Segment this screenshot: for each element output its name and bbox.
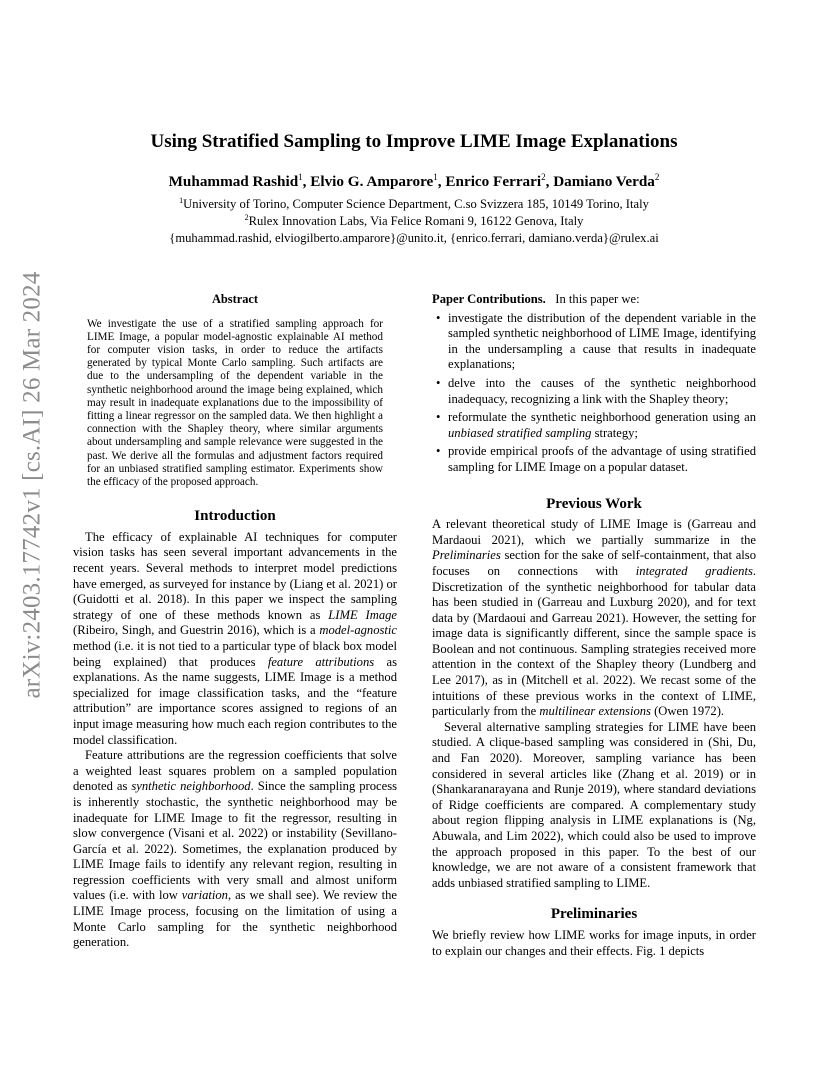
preliminaries-paragraph: We briefly review how LIME works for image inputs, in order to explain our changes and their effects. Fig. 1 depicts xyxy=(432,927,756,958)
previous-work-heading: Previous Work xyxy=(546,495,642,512)
paper-title: Using Stratified Sampling to Improve LIME Image Explanations xyxy=(150,131,678,152)
previous-work-paragraph: Several alternative sampling strategies for LIME have been studied. A clique-based sampling was considered in (Shi, Du, and Fan 2020). Moreover, sampling variance has been considered in several articles like (Zhang et al. 2019) or in (Shankaranarayana and Runje 2019), where standard deviations of Ridge coefficients are compared. A complementary study about region flipping analysis in LIME explanations is (Ng, Abuwala, and Lim 2022), which could also be used to improve the approach proposed in this paper. To the best of our knowledge, we are not aware of a consistent framework that adds unbiased stratified sampling to LIME. xyxy=(432,719,756,890)
right-column xyxy=(432,292,756,959)
author-emails: {muhammad.rashid, elviogilberto.amparore}@unito.it, {enrico.ferrari, damiano.verda}@rulex.ai xyxy=(169,231,659,245)
introduction-paragraph: The efficacy of explainable AI techniques for computer vision tasks has seen several important advancements in the recent years. Several methods to interpret model predictions have emerged, as surveyed for instance by (Liang et al. 2021) or (Guidotti et al. 2018). In this paper we inspect the sampling strategy of one of these methods known as LIME Image (Ribeiro, Singh, and Guestrin 2016), which is a model-agnostic method (i.e. it is not tied to a particular type of black box model being explained) that produces feature attributions as explanations. As the name suggests, LIME Image is a method specialized for image classification tasks, and the “feature attribution” are importance scores assigned to regions of an input image measuring how much each region contributes to the model classification. xyxy=(73,529,397,747)
author: Enrico Ferrari$^2$, xyxy=(445,171,554,190)
list-item: • investigate the distribution of the dependent variable in the sampled synthetic neighborhood of LIME Image, identifying in the undersampling a cause that results in inadequate explanations; xyxy=(448,311,756,373)
preliminaries-heading: Preliminaries xyxy=(550,906,638,923)
previous-work-paragraph: A relevant theoretical study of LIME Image is (Garreau and Mardaoui 2021), which we partially summarize in the Preliminaries section for the sake of self-containment, that also focuses on connections with integrated gradients. Discretization of the synthetic neighborhood for tabular data has been studied in (Garreau and Luxburg 2020), and for text data by (Mardaoui and Garreau 2021). However, the setting for image data is significantly different, since the sample space is Boolean and not continuous. Sampling strategies received more attention in the context of the Shapley theory (Lundberg and Lee 2017), as in (Mitchell et al. 2022). We recast some of the intuitions of these previous works in the context of LIME, particularly from the multilinear extensions (Owen 1972). xyxy=(432,517,756,719)
affiliation-line: $^2$Rulex Innovation Labs, Via Felice Romani 9, 16122 Genova, Italy xyxy=(244,212,584,228)
author: Damiano Verda$^2$ xyxy=(553,171,660,190)
contributions-lead: Paper Contributions. In this paper we: xyxy=(432,292,640,306)
arxiv-identifier-stamp: arXiv:2403.17742v1 [cs.AI] 26 Mar 2024 xyxy=(18,271,46,699)
author: Elvio G. Amparore$^1$, xyxy=(310,171,446,190)
introduction-paragraph: Feature attributions are the regression coefficients that solve a weighted least squares problem on a sampled population denoted as synthetic neighborhood. Since the sampling process is inherently stochastic, the synthetic neighborhood may be inadequate for LIME Image to fit the regressor, resulting in slow convergence (Visani et al. 2022) or instability (Sevillano-García et al. 2022). Sometimes, the explanation produced by LIME Image fails to identify any relevant region, resulting in regression coefficients with very small and almost uniform values (i.e. with low variation, as we shall see). We review the LIME Image process, focusing on the limitation of using a Monte Carlo sampling for the synthetic neighborhood generation. xyxy=(73,748,398,950)
affiliation-line: $^1$University of Torino, Computer Science Department, C.so Svizzera 185, 10149 Torino, Italy xyxy=(179,195,649,211)
list-item: • provide empirical proofs of the advantage of using stratified sampling for LIME Image on a popular dataset. xyxy=(448,444,756,475)
contributions-list xyxy=(432,311,756,476)
left-column xyxy=(73,292,397,951)
author: Muhammad Rashid$^1$, xyxy=(168,171,311,190)
introduction-heading: Introduction xyxy=(194,508,276,525)
author-list xyxy=(0,173,828,191)
list-item: • delve into the causes of the synthetic neighborhood inadequacy, recognizing a link with the Shapley theory; xyxy=(448,376,756,407)
abstract-heading: Abstract xyxy=(211,292,259,306)
abstract-text: We investigate the use of a stratified sampling approach for LIME Image, a popular model-agnostic explainable AI method for computer vision tasks, in order to reduce the artifacts generated by typical Monte Carlo sampling. Such artifacts are due to the undersampling of the dependent variable in the synthetic neighborhood around the image being explained, which may result in inadequate explanations due to the impossibility of fitting a linear regressor on the sampled data. We then highlight a connection with the Shapley theory, where similar arguments about undersampling and sample relevance were suggested in the past. We derive all the formulas and adjustment factors required for an unbiased stratified sampling estimator. Experiments show the efficacy of the proposed approach. xyxy=(87,317,383,489)
list-item: • reformulate the synthetic neighborhood generation using an unbiased stratified sampling strategy; xyxy=(448,410,756,441)
